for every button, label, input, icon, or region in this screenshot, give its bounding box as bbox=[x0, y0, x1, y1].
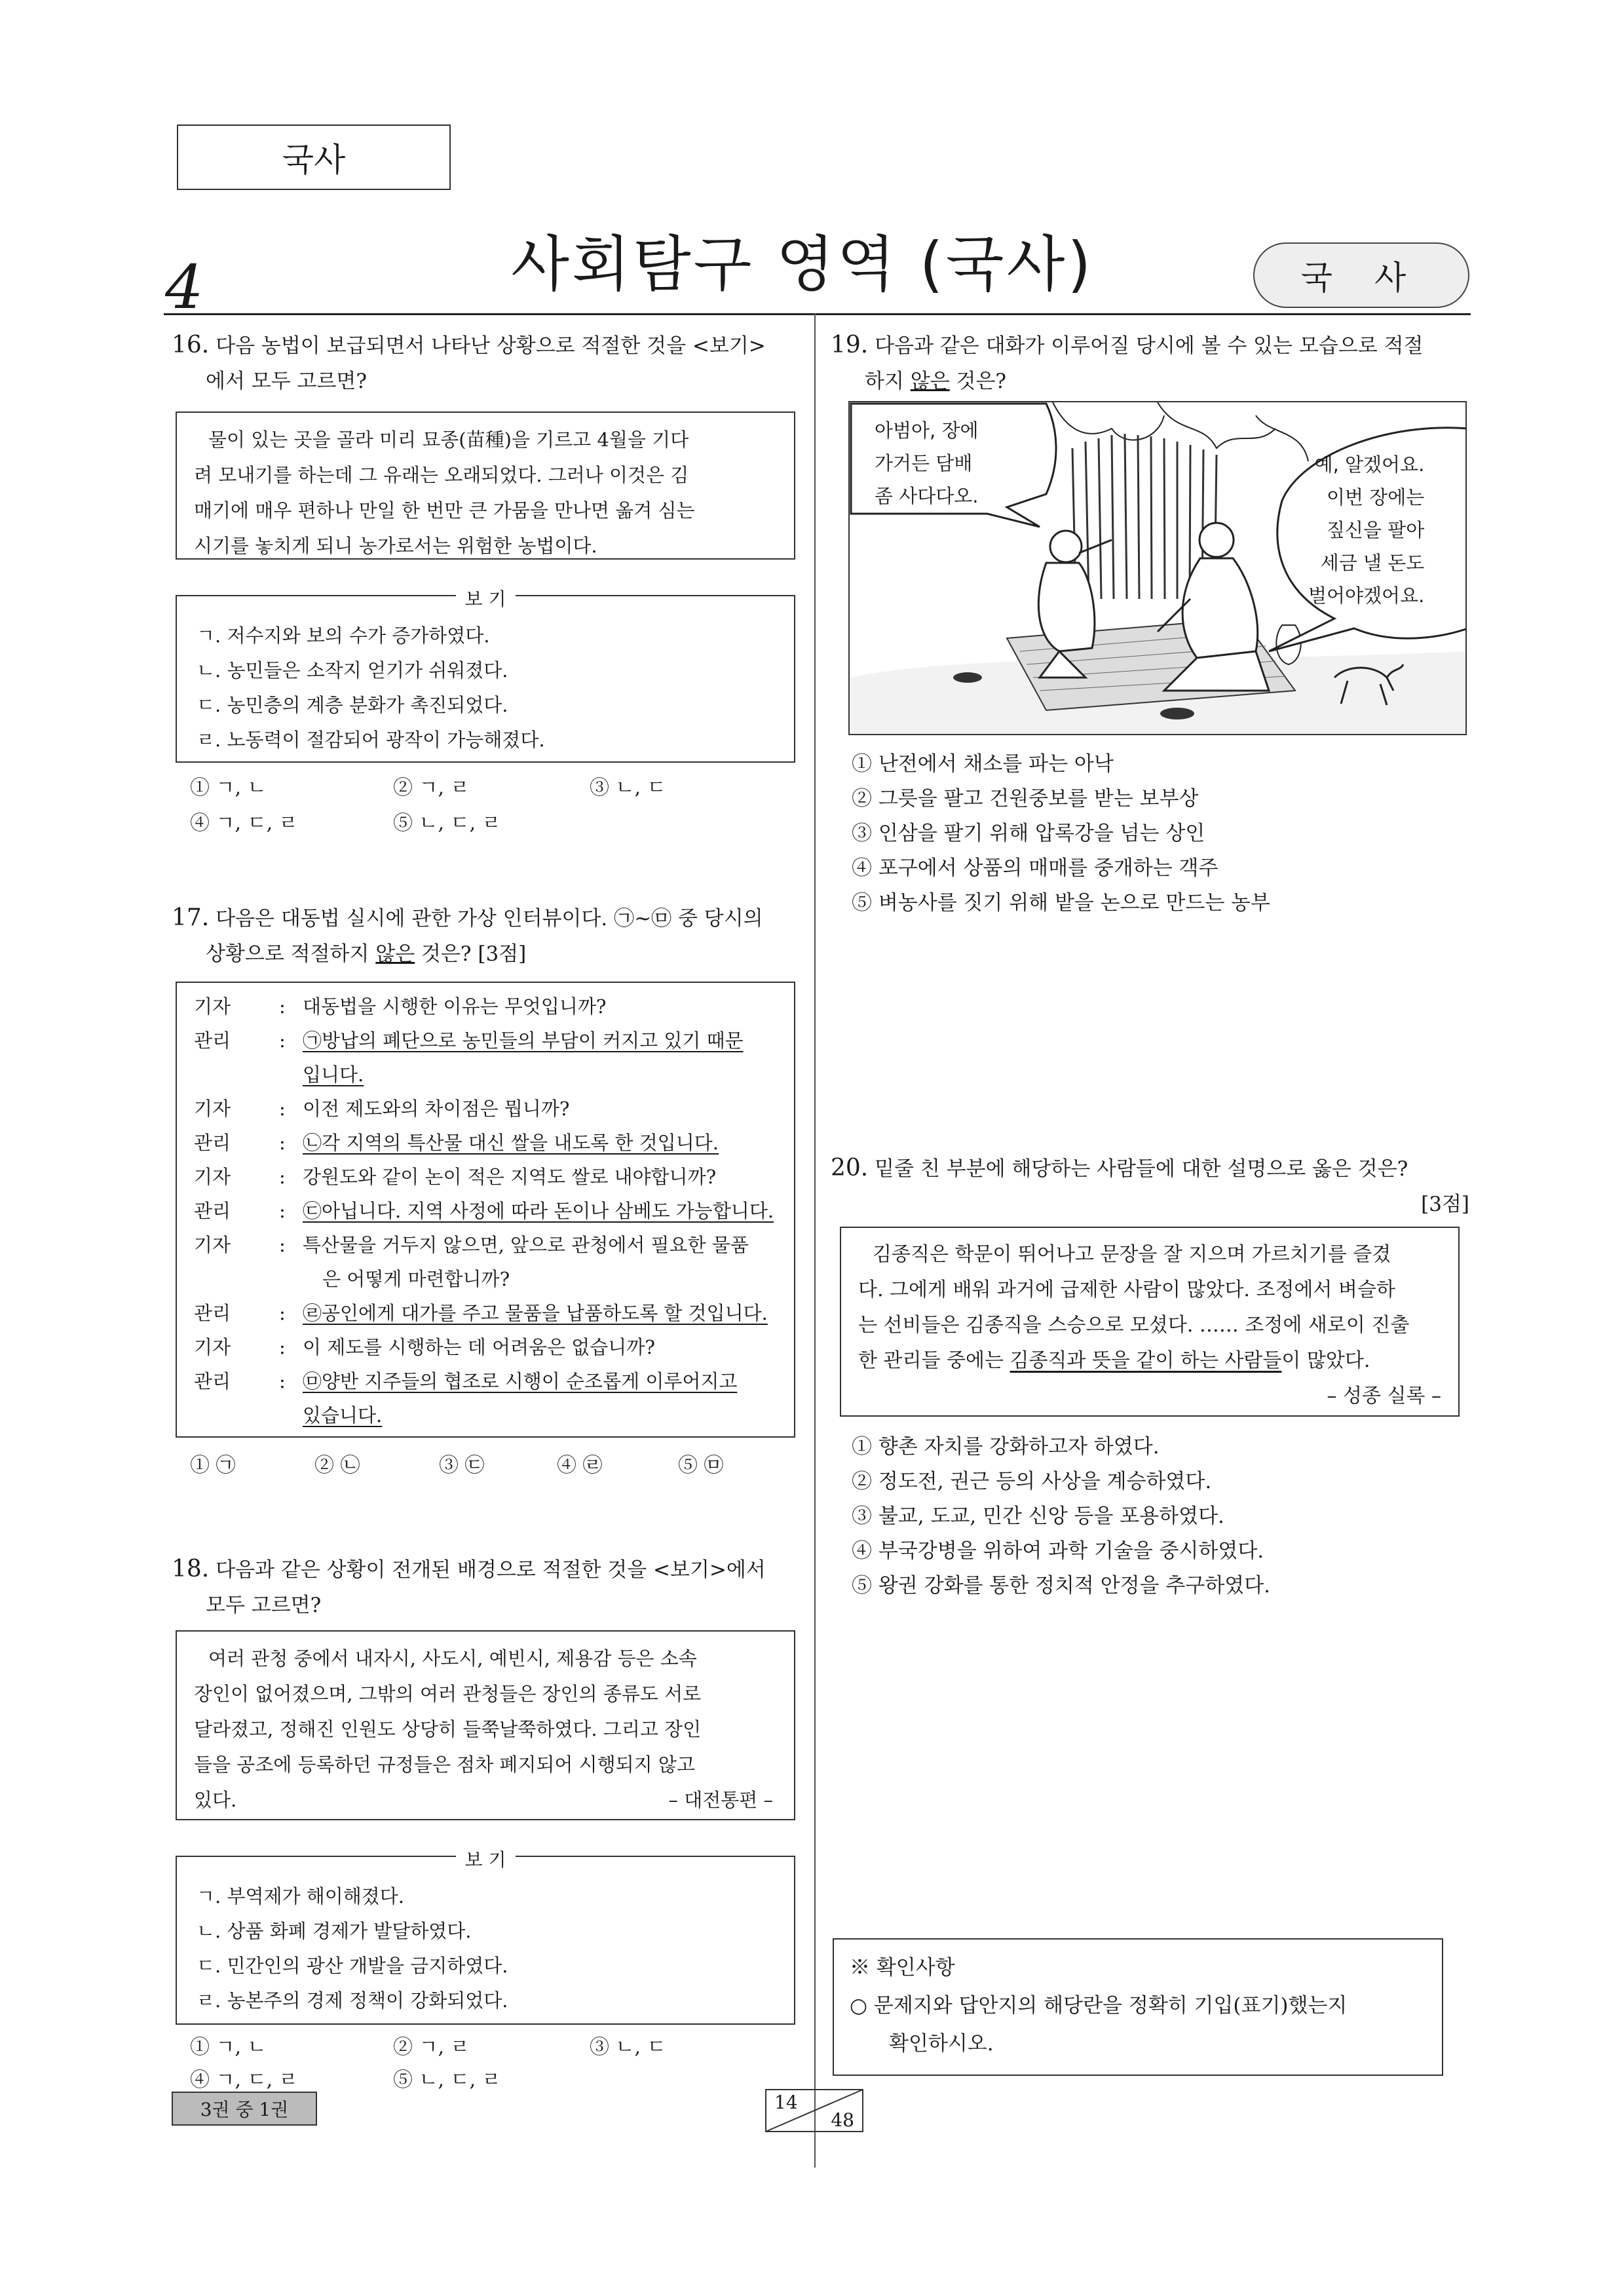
q20-option-4[interactable]: ④ 부국강병을 위하여 과학 기술을 중시하였다. bbox=[852, 1539, 1264, 1563]
q16-choice-1[interactable]: ① ㄱ, ㄴ bbox=[190, 776, 267, 799]
q16-stem-2: 에서 모두 고르면? bbox=[206, 370, 367, 393]
question-19: 19. 다음과 같은 대화가 이루어질 당시에 볼 수 있는 모습으로 적절 하지 않은 것은? bbox=[831, 332, 1424, 393]
q16-passage: 물이 있는 곳을 골라 미리 묘종(苗種)을 기르고 4월을 기다 려 모내기를 하는데 그 유래는 오래되었다. 그러나 이것은 김 매기에 매우 편하나 만일 한 번만 큰 가뭄을 만나면 옮겨 심는 시기를 놓치게 되니 농가로서는 위험한 농법이다. bbox=[176, 411, 795, 560]
q19-option-1[interactable]: ① 난전에서 채소를 파는 아낙 bbox=[852, 752, 1114, 776]
q16-choice-5[interactable]: ⑤ ㄴ, ㄷ, ㄹ bbox=[393, 812, 501, 835]
q17-choice-4[interactable]: ④ ㉣ bbox=[557, 1454, 603, 1477]
page-title: 사회탐구 영역 (국사) bbox=[511, 229, 1094, 299]
q16-stem-1: 다음 농법이 보급되면서 나타난 상황으로 적절한 것을 <보기> bbox=[216, 334, 766, 358]
q18-choice-5[interactable]: ⑤ ㄴ, ㄷ, ㄹ bbox=[393, 2069, 501, 2092]
q18-choice-1[interactable]: ① ㄱ, ㄴ bbox=[190, 2036, 267, 2059]
q17-interview-box bbox=[176, 982, 795, 1438]
q16-bogi-box: 보 기 ㄱ. 저수지와 보의 수가 증가하였다. ㄴ. 농민들은 소작지 얻기가 쉬워졌다. ㄷ. 농민층의 계층 분화가 촉진되었다. ㄹ. 노동력이 절감되어 광작이 가능해졌다. bbox=[176, 595, 795, 763]
q19-option-4[interactable]: ④ 포구에서 상품의 매매를 중개하는 객주 bbox=[852, 856, 1218, 880]
q17-choice-1[interactable]: ① ㉠ bbox=[190, 1454, 236, 1477]
page-total: 48 bbox=[831, 2109, 854, 2131]
confirm-line-1: ○ 문제지와 답안지의 해당란을 정확히 기입(표기)했는지 bbox=[850, 1994, 1348, 2018]
q19-option-3[interactable]: ③ 인삼을 팔기 위해 압록강을 넘는 상인 bbox=[852, 822, 1205, 845]
q20-options bbox=[852, 1430, 1467, 1603]
q19-illustration bbox=[848, 401, 1467, 735]
q17-choice-2[interactable]: ② ㉡ bbox=[314, 1454, 360, 1477]
q20-passage: 김종직은 학문이 뛰어나고 문장을 잘 지으며 가르치기를 즐겼 다. 그에게 배워 과거에 급제한 사람이 많았다. 조정에서 벼슬하 는 선비들은 김종직을 스승으로 모셨다. …… 조정에 새로이 진출 한 관리들 중에는 김종직과 뜻을 같이 하는 사람들이 많았다. – 성종 실록 – bbox=[840, 1227, 1460, 1417]
header-rule bbox=[164, 313, 1471, 315]
confirm-line-2: 확인하시오. bbox=[889, 2032, 994, 2056]
question-16: 16. 다음 농법이 보급되면서 나타난 상황으로 적절한 것을 <보기> 에서 모두 고르면? bbox=[172, 328, 807, 399]
q20-underlined-phrase: 김종직과 뜻을 같이 하는 사람들 bbox=[1010, 1349, 1282, 1372]
q17-interview: 기자 : 대동법을 시행한 이유는 무엇입니까? 관리 : ㉠방납의 폐단으로 농민들의 부담이 커지고 있기 때문 입니다. 기자 : 이전 제도와의 차이점은 뭡니까? 관리 : ㉡각 지역의 특산물 대신 쌀을 내도록 한 것입니다. 기자 : 강원도와 같이 논이 적은 지역도 쌀로 내야합니까? 관리 : ㉢아닙니다. 지역 사정에 따라 돈이나 삼베도 가능합니다. 기자 : 특산물을 거두지 않으면, 앞으로 관청에서 필요한 물품 은 어떻게 마련합니까? 관리 : ㉣공인에게 대가를 주고 물품을 납품하도록 할 것입니다. 기자 : 이 제도를 시행하는 데 어려움은 없습니까? 관리 : ㉤양반 지주들의 협조로 시행이 순조롭게 이루어지고 있습니다. bbox=[194, 995, 774, 1426]
q19-options bbox=[852, 747, 1467, 921]
column-divider bbox=[814, 313, 816, 2168]
question-20: 20. 밑줄 친 부분에 해당하는 사람들에 대한 설명으로 옳은 것은? [3점] bbox=[831, 1151, 1469, 1222]
q19-option-5[interactable]: ⑤ 벼농사를 짓기 위해 밭을 논으로 만드는 농부 bbox=[852, 891, 1271, 915]
q16-choice-3[interactable]: ③ ㄴ, ㄷ bbox=[590, 776, 666, 799]
q16-choices bbox=[190, 771, 799, 841]
q18-choice-2[interactable]: ② ㄱ, ㄹ bbox=[393, 2036, 470, 2059]
bogi-label: 보 기 bbox=[456, 588, 516, 610]
q18-source: – 대전통편 – bbox=[668, 1789, 773, 1811]
confirm-title: ※ 확인사항 bbox=[850, 1956, 955, 1980]
q20-points: [3점] bbox=[1421, 1193, 1469, 1216]
q19-option-2[interactable]: ② 그릇을 팔고 건원중보를 받는 보부상 bbox=[852, 787, 1199, 811]
confirmation-box bbox=[833, 1938, 1443, 2076]
q20-option-2[interactable]: ② 정도전, 권근 등의 사상을 계승하였다. bbox=[852, 1470, 1212, 1493]
q16-choice-2[interactable]: ② ㄱ, ㄹ bbox=[393, 776, 470, 799]
volume-tag: 3권 중 1권 bbox=[172, 2092, 317, 2126]
q18-bogi-box: 보 기 ㄱ. 부역제가 해이해졌다. ㄴ. 상품 화폐 경제가 발달하였다. ㄷ. 민간인의 광산 개발을 금지하였다. ㄹ. 농본주의 경제 정책이 강화되었다. bbox=[176, 1856, 795, 2025]
q20-option-5[interactable]: ⑤ 왕권 강화를 통한 정치적 안정을 추구하였다. bbox=[852, 1574, 1271, 1598]
q20-source: – 성종 실록 – bbox=[1327, 1385, 1441, 1407]
q17-choices bbox=[190, 1448, 799, 1483]
subject-tab: 국사 bbox=[177, 124, 451, 190]
subject-badge: 국 사 bbox=[1253, 242, 1469, 308]
question-18: 18. 다음과 같은 상황이 전개된 배경으로 적절한 것을 <보기>에서 모두 고르면? bbox=[172, 1556, 766, 1617]
q18-passage: 여러 관청 중에서 내자시, 사도시, 예빈시, 제용감 등은 소속 장인이 없어졌으며, 그밖의 여러 관청들은 장인의 종류도 서로 달라졌고, 정해진 인원도 상당히 들쭉날쭉하였다. 그리고 장인 들을 공조에 등록하던 규정들은 점차 폐지되어 시행되지 않고 있다. – 대전통편 – bbox=[176, 1630, 795, 1820]
page-current: 14 bbox=[774, 2092, 798, 2113]
q17-choice-5[interactable]: ⑤ ㉤ bbox=[678, 1454, 724, 1477]
page-indicator bbox=[765, 2089, 863, 2132]
question-17: 17. 다음은 대동법 실시에 관한 가상 인터뷰이다. ㉠~㉤ 중 당시의 상황으로 적절하지 않은 것은? [3점] bbox=[172, 904, 763, 966]
q18-choices bbox=[190, 2031, 799, 2097]
page-number: 4 bbox=[165, 252, 204, 322]
q19-bubble-right: 예, 알겠어요. 이번 장에는 짚신을 팔아 세금 낼 돈도 벌어야겠어요. bbox=[1308, 453, 1425, 607]
q18-choice-4[interactable]: ④ ㄱ, ㄷ, ㄹ bbox=[190, 2069, 298, 2092]
q16-choice-4[interactable]: ④ ㄱ, ㄷ, ㄹ bbox=[190, 812, 298, 835]
q20-option-1[interactable]: ① 향촌 자치를 강화하고자 하였다. bbox=[852, 1435, 1160, 1459]
q18-choice-3[interactable]: ③ ㄴ, ㄷ bbox=[590, 2036, 666, 2059]
q17-choice-3[interactable]: ③ ㉢ bbox=[439, 1454, 485, 1477]
q19-bubble-left: 아범아, 장에 가거든 담배 좀 사다다오. bbox=[875, 419, 979, 507]
q20-option-3[interactable]: ③ 불교, 도교, 민간 신앙 등을 포용하였다. bbox=[852, 1504, 1224, 1528]
